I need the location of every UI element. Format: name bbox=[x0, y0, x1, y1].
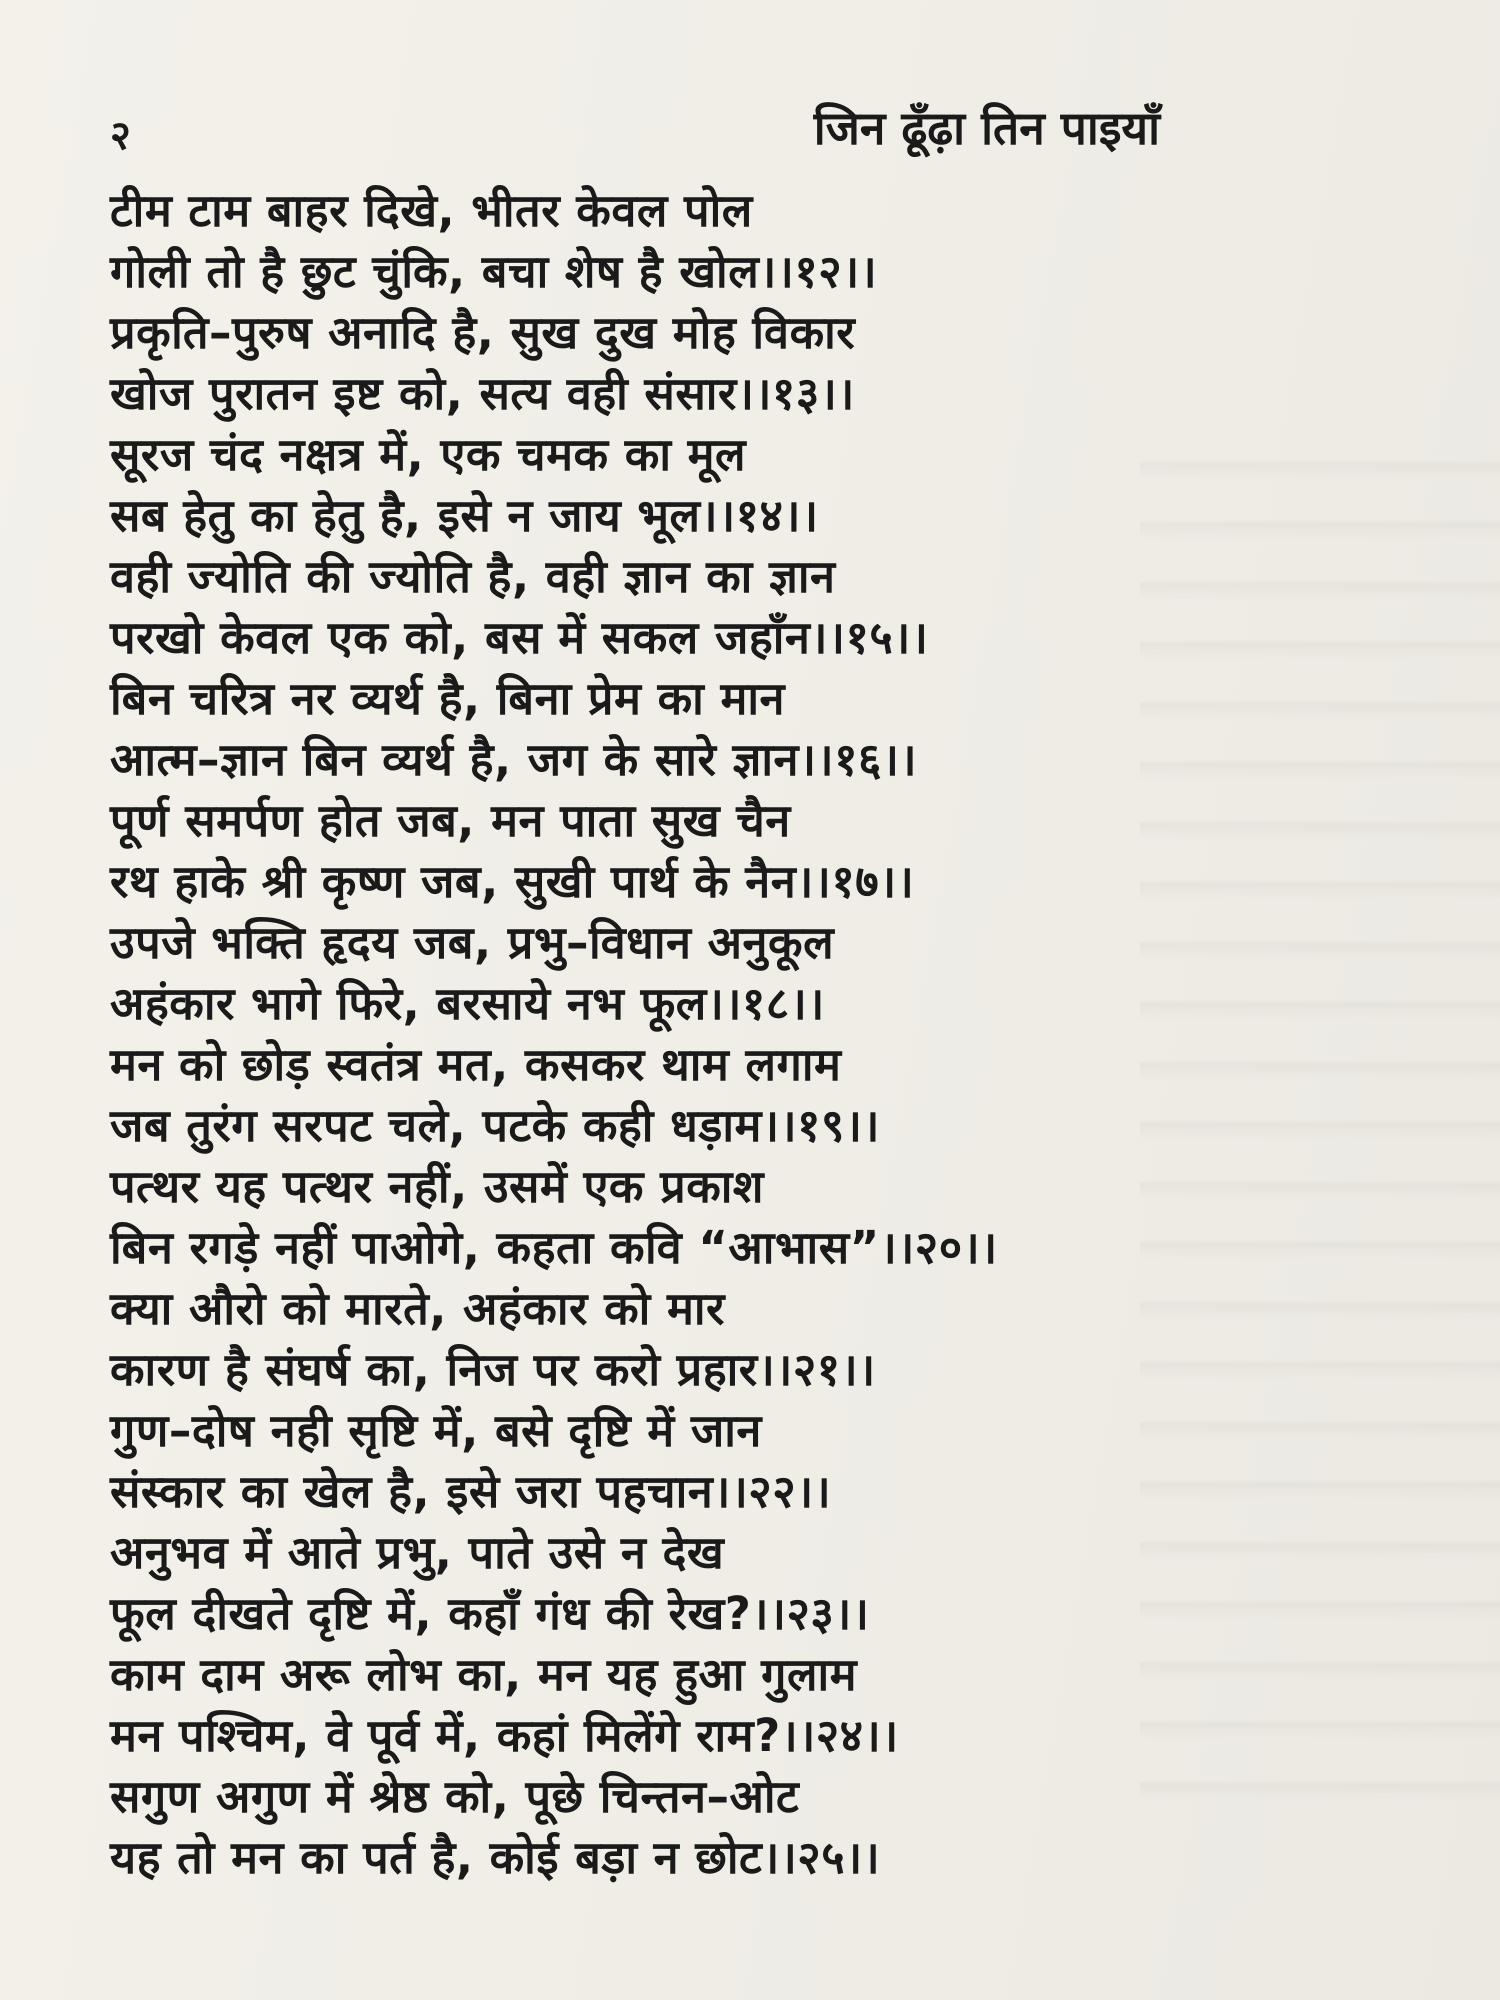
verse-line: रथ हाके श्री कृष्ण जब, सुखी पार्थ के नैन।।१७।। bbox=[110, 855, 915, 908]
verse-line: वही ज्योति की ज्योति है, वही ज्ञान का ज्ञान bbox=[110, 550, 836, 603]
page-number: २ bbox=[110, 113, 131, 159]
verse-line: गोली तो है छुट चुंकि, बचा शेष है खोल।।१२।। bbox=[110, 245, 878, 298]
verse-line: यह तो मन का पर्त है, कोई बड़ा न छोट।।२५।। bbox=[110, 1831, 881, 1884]
verse-line: मन को छोड़ स्वतंत्र मत, कसकर थाम लगाम bbox=[110, 1038, 842, 1091]
verse-line: उपजे भक्ति हृदय जब, प्रभु–विधान अनुकूल bbox=[110, 916, 835, 969]
verse-line: सूरज चंद नक्षत्र में, एक चमक का मूल bbox=[110, 428, 747, 481]
verse-line: गुण–दोष नही सृष्टि में, बसे दृष्टि में जान bbox=[110, 1404, 762, 1457]
verse-line: प्रकृति–पुरुष अनादि है, सुख दुख मोह विकार bbox=[110, 306, 856, 359]
verse-line: बिन रगड़े नहीं पाओगे, कहता कवि “आभास”।।२०।। bbox=[110, 1221, 998, 1274]
running-title: जिन ढूँढ़ा तिन पाइयाँ bbox=[813, 101, 1160, 155]
verse-line: संस्कार का खेल है, इसे जरा पहचान।।२२।। bbox=[110, 1465, 832, 1518]
verse-line: अहंकार भागे फिरे, बरसाये नभ फूल।।१८।। bbox=[110, 977, 825, 1030]
verse-line: क्या औरो को मारते, अहंकार को मार bbox=[110, 1282, 725, 1335]
verse-line: अनुभव में आते प्रभु, पाते उसे न देख bbox=[110, 1526, 725, 1579]
verse-line: पत्थर यह पत्थर नहीं, उसमें एक प्रकाश bbox=[110, 1160, 765, 1213]
verse-line: काम दाम अरू लोभ का, मन यह हुआ गुलाम bbox=[110, 1648, 858, 1701]
page-header bbox=[110, 96, 1160, 166]
verse-line: बिन चरित्र नर व्यर्थ है, बिना प्रेम का मान bbox=[110, 672, 785, 725]
verse-line: सब हेतु का हेतु है, इसे न जाय भूल।।१४।। bbox=[110, 489, 819, 542]
verse-line: आत्म–ज्ञान बिन व्यर्थ है, जग के सारे ज्ञान।।१६।। bbox=[110, 733, 918, 786]
verse-line: टीम टाम बाहर दिखे, भीतर केवल पोल bbox=[110, 184, 753, 237]
verse-line: मन पश्चिम, वे पूर्व में, कहां मिलेंगे राम?।।२४।। bbox=[110, 1709, 899, 1762]
verse-list bbox=[110, 180, 1370, 1888]
verse-line: सगुण अगुण में श्रेष्ठ को, पूछे चिन्तन–ओट bbox=[110, 1770, 800, 1823]
verse-line: जब तुरंग सरपट चले, पटके कही धड़ाम।।१९।। bbox=[110, 1099, 880, 1152]
verse-line: खोज पुरातन इष्ट को, सत्य वही संसार।।१३।। bbox=[110, 367, 855, 420]
verse-line: फूल दीखते दृष्टि में, कहाँ गंध की रेख?।।२३।। bbox=[110, 1587, 870, 1640]
verse-line: कारण है संघर्ष का, निज पर करो प्रहार।।२१।। bbox=[110, 1343, 876, 1396]
verse-line: पूर्ण समर्पण होत जब, मन पाता सुख चैन bbox=[110, 794, 791, 847]
verse-line: परखो केवल एक को, बस में सकल जहाँन।।१५।। bbox=[110, 611, 929, 664]
